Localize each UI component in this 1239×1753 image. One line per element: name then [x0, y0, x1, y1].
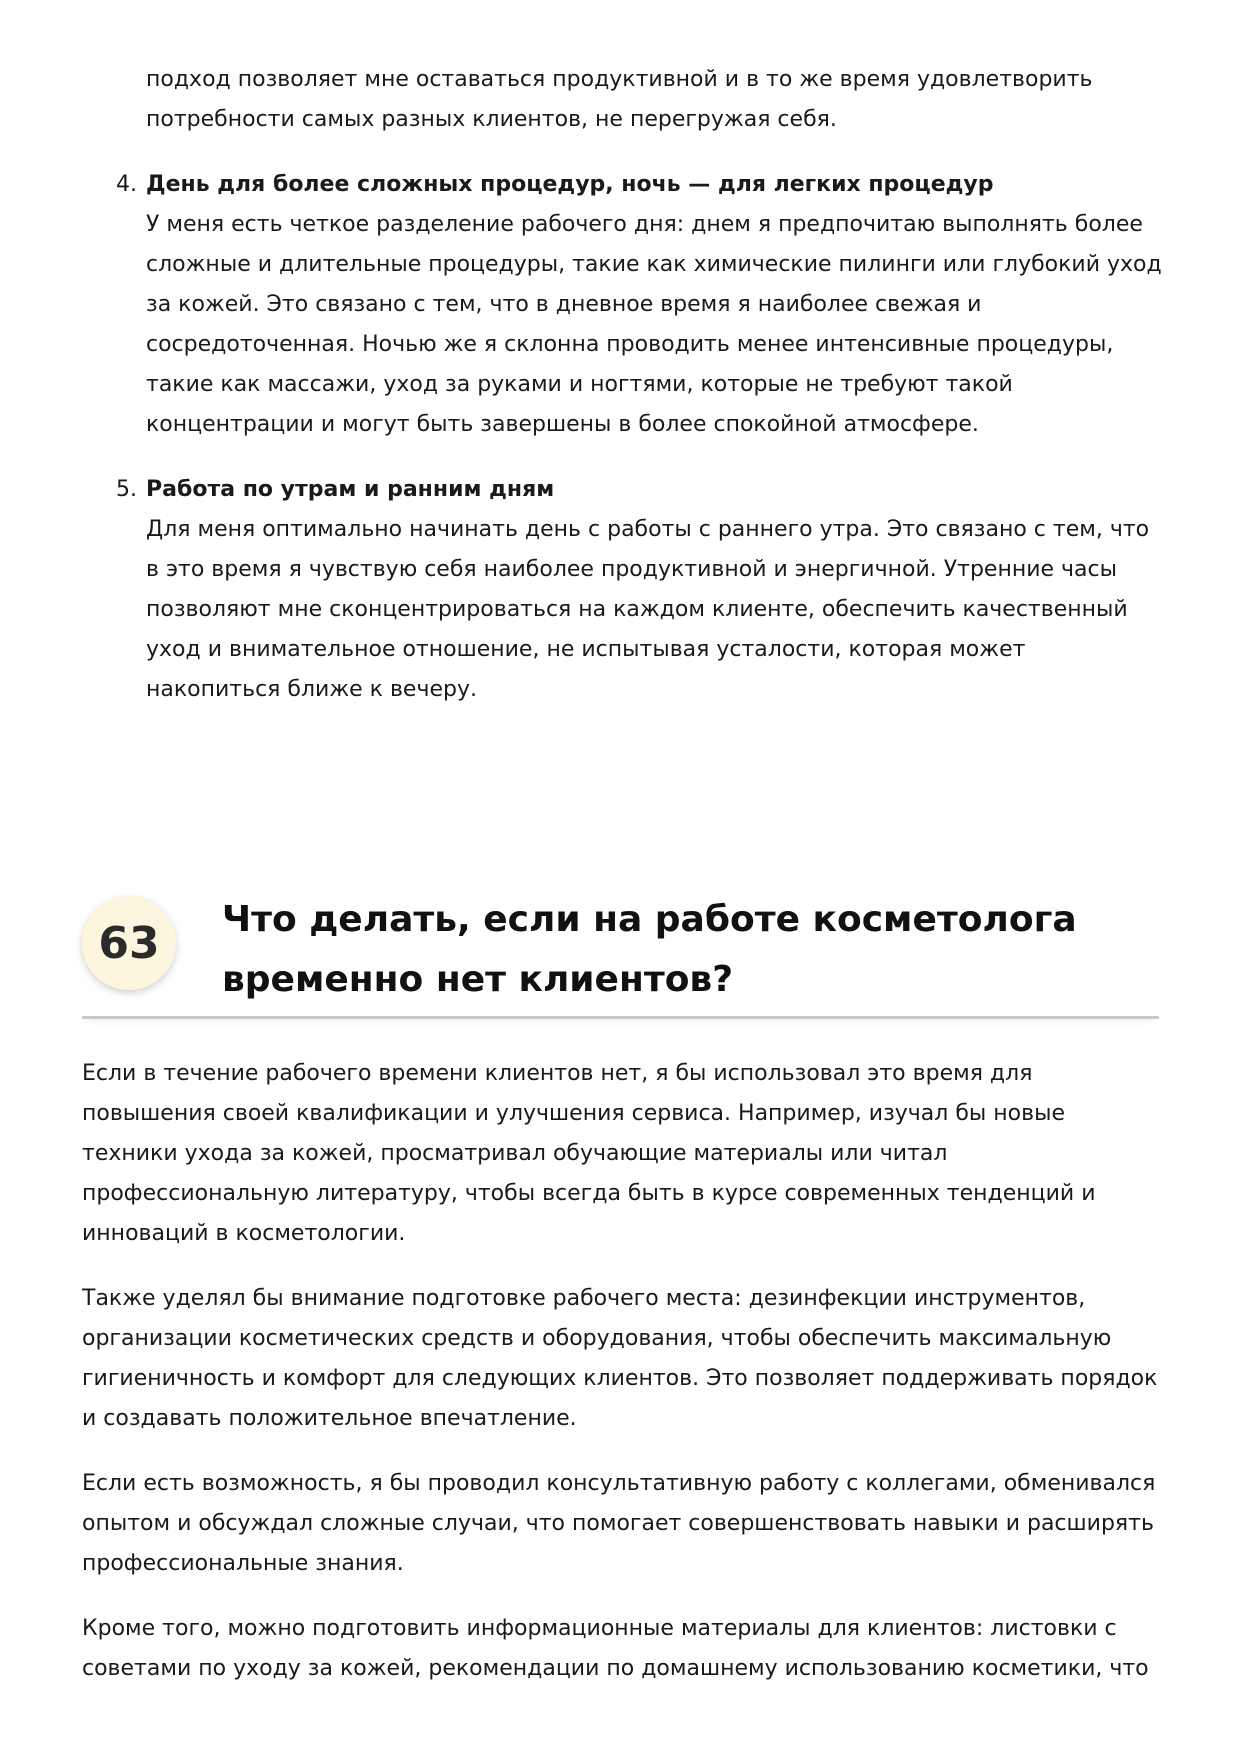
list-item-continuation: подход позволяет мне оставаться продуктивной и в то же время удовлетворить потребности самых разных клиентов, не перегружая себя. — [146, 67, 1093, 132]
list-item-title: Работа по утрам и ранним дням — [146, 477, 555, 502]
list-item-title: День для более сложных процедур, ночь — для легких процедур — [146, 172, 994, 197]
list-item-body: У меня есть четкое разделение рабочего дня: днем я предпочитаю выполнять более сложные и длительные процедуры, такие как химические пилинги или глубокий уход за кожей. Это связано с тем, что в дневное время я наиболее свежая и сосредоточенная. Ночью же я склонна проводить менее интенсивные процедуры, такие как массажи, уход за руками и ногтями, которые не требуют такой концентрации и могут быть завершены в более спокойной атмосфере. — [146, 212, 1162, 437]
body-paragraph: Если в течение рабочего времени клиентов нет, я бы использовал это время для повышения своей квалификации и улучшения сервиса. Например, изучал бы новые техники ухода за кожей, просматривал обучающие материалы или читал профессиональную литературу, чтобы всегда быть в курсе современных тенденций и инноваций в косметологии. — [82, 1061, 1096, 1246]
body-paragraph: Также уделял бы внимание подготовке рабочего места: дезинфекции инструментов, организации косметических средств и оборудования, чтобы обеспечить максимальную гигиеничность и комфорт для следующих клиентов. Это позволяет поддерживать порядок и создавать положительное впечатление. — [82, 1286, 1158, 1431]
list-item — [116, 165, 1166, 445]
numbered-list — [116, 60, 1166, 710]
list-item-number: 4. — [116, 172, 137, 197]
body-paragraph: Если есть возможность, я бы проводил консультативную работу с коллегами, обменивался опытом и обсуждал сложные случаи, что помогает совершенствовать навыки и расширять профессиональные знания. — [82, 1471, 1156, 1576]
list-item-number: 5. — [116, 477, 137, 502]
section-body — [82, 1054, 1162, 1714]
list-item — [116, 470, 1166, 710]
section-title: Что делать, если на работе косметолога временно нет клиентов? — [222, 899, 1077, 1000]
section-number-badge: 63 — [82, 896, 176, 990]
section-heading — [82, 876, 1159, 1019]
list-item-body: Для меня оптимально начинать день с работы с раннего утра. Это связано с тем, что в это время я чувствую себя наиболее продуктивной и энергичной. Утренние часы позволяют мне сконцентрироваться на каждом клиенте, обеспечить качественный уход и внимательное отношение, не испытывая усталости, которая может накопиться ближе к вечеру. — [146, 517, 1150, 702]
body-paragraph: Кроме того, можно подготовить информационные материалы для клиентов: листовки с советами по уходу за кожей, рекомендации по домашнему использованию косметики, что — [82, 1616, 1149, 1681]
